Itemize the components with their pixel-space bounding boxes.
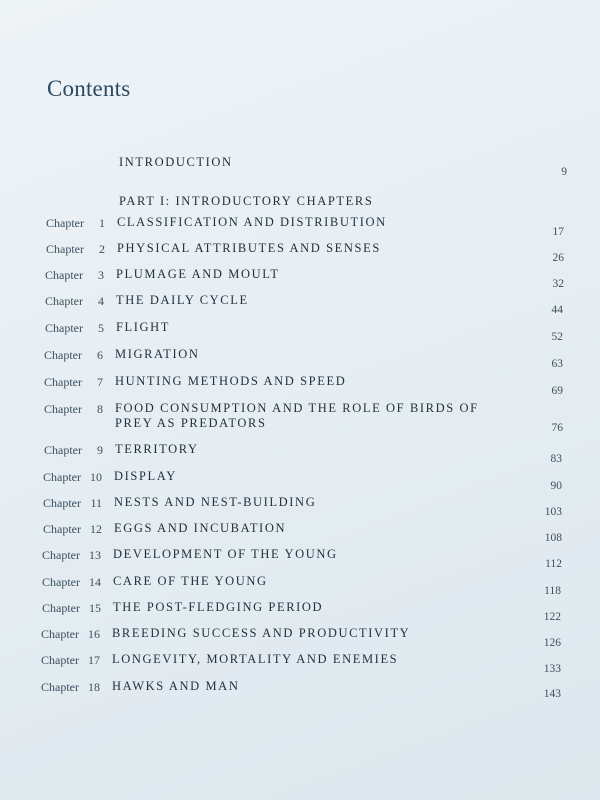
chapter-page-number: 26 bbox=[552, 252, 564, 264]
chapter-title: CLASSIFICATION AND DISTRIBUTION bbox=[117, 215, 387, 229]
part-heading: PART I: INTRODUCTORY CHAPTERS bbox=[119, 194, 374, 208]
chapter-title: PHYSICAL ATTRIBUTES AND SENSES bbox=[117, 241, 381, 255]
chapter-number: 2 bbox=[99, 242, 105, 256]
chapter-label: Chapter bbox=[41, 680, 79, 694]
chapter-label: Chapter bbox=[45, 294, 83, 308]
chapter-title: LONGEVITY, MORTALITY AND ENEMIES bbox=[112, 652, 399, 666]
introduction-label: INTRODUCTION bbox=[119, 155, 233, 169]
chapter-title: EGGS AND INCUBATION bbox=[114, 521, 287, 535]
chapter-title: HAWKS AND MAN bbox=[112, 679, 240, 693]
chapter-number: 6 bbox=[97, 348, 103, 362]
chapter-label: Chapter bbox=[45, 321, 83, 335]
chapter-page-number: 69 bbox=[551, 385, 563, 397]
chapter-title: THE DAILY CYCLE bbox=[116, 293, 249, 307]
chapter-page-number: 133 bbox=[543, 663, 561, 675]
chapter-page-number: 103 bbox=[544, 506, 562, 518]
chapter-page-number: 108 bbox=[544, 532, 562, 544]
chapter-number: 18 bbox=[88, 680, 100, 694]
chapter-title: TERRITORY bbox=[115, 442, 199, 456]
chapter-page-number: 52 bbox=[551, 331, 563, 343]
chapter-title: FLIGHT bbox=[116, 320, 171, 334]
chapter-number: 15 bbox=[89, 601, 101, 615]
chapter-page-number: 118 bbox=[544, 585, 561, 597]
chapter-page-number: 126 bbox=[543, 637, 561, 649]
chapter-number: 10 bbox=[90, 470, 102, 484]
chapter-label: Chapter bbox=[41, 627, 79, 641]
chapter-title: CARE OF THE YOUNG bbox=[113, 574, 268, 588]
chapter-label: Chapter bbox=[46, 242, 84, 256]
chapter-page-number: 122 bbox=[543, 611, 561, 623]
chapter-page-number: 44 bbox=[551, 304, 563, 316]
chapter-label: Chapter bbox=[43, 496, 81, 510]
chapter-title: THE POST-FLEDGING PERIOD bbox=[113, 600, 324, 614]
chapter-title: DEVELOPMENT OF THE YOUNG bbox=[113, 547, 338, 561]
chapter-label: Chapter bbox=[42, 548, 80, 562]
chapter-number: 12 bbox=[90, 522, 102, 536]
chapter-label: Chapter bbox=[45, 268, 83, 282]
chapter-number: 8 bbox=[97, 402, 103, 416]
chapter-page-number: 17 bbox=[552, 226, 564, 238]
chapter-number: 16 bbox=[88, 627, 100, 641]
chapter-title: BREEDING SUCCESS AND PRODUCTIVITY bbox=[112, 626, 411, 640]
chapter-number: 9 bbox=[97, 443, 103, 457]
chapter-label: Chapter bbox=[44, 443, 82, 457]
chapter-title: DISPLAY bbox=[114, 469, 177, 483]
chapter-number: 4 bbox=[98, 294, 104, 308]
chapter-label: Chapter bbox=[41, 653, 79, 667]
chapter-title: NESTS AND NEST-BUILDING bbox=[114, 495, 317, 509]
chapter-page-number: 83 bbox=[550, 453, 562, 465]
chapter-title: FOOD CONSUMPTION AND THE ROLE OF BIRDS OF PREY AS PREDATORS bbox=[115, 401, 479, 430]
chapter-label: Chapter bbox=[44, 348, 82, 362]
chapter-page-number: 112 bbox=[545, 558, 562, 570]
chapter-label: Chapter bbox=[43, 522, 81, 536]
chapter-label: Chapter bbox=[46, 216, 84, 230]
chapter-number: 17 bbox=[88, 653, 100, 667]
chapter-number: 13 bbox=[89, 548, 101, 562]
chapter-title: PLUMAGE AND MOULT bbox=[116, 267, 280, 281]
chapter-label: Chapter bbox=[44, 402, 82, 416]
chapter-page-number: 63 bbox=[551, 358, 563, 370]
chapter-page-number: 32 bbox=[552, 278, 564, 290]
chapter-number: 1 bbox=[99, 216, 105, 230]
chapter-page-number: 90 bbox=[550, 480, 562, 492]
chapter-label: Chapter bbox=[42, 601, 80, 615]
chapter-label: Chapter bbox=[43, 470, 81, 484]
chapter-label: Chapter bbox=[44, 375, 82, 389]
chapter-title: HUNTING METHODS AND SPEED bbox=[115, 374, 347, 388]
introduction-page: 9 bbox=[561, 166, 567, 178]
chapter-number: 7 bbox=[97, 375, 103, 389]
chapter-page-number: 143 bbox=[543, 688, 561, 700]
chapter-page-number: 76 bbox=[551, 422, 563, 434]
chapter-number: 11 bbox=[90, 496, 102, 510]
chapter-label: Chapter bbox=[42, 575, 80, 589]
chapter-number: 3 bbox=[98, 268, 104, 282]
chapter-number: 14 bbox=[89, 575, 101, 589]
chapter-title: MIGRATION bbox=[115, 347, 200, 361]
chapter-number: 5 bbox=[98, 321, 104, 335]
page-title: Contents bbox=[47, 76, 131, 101]
